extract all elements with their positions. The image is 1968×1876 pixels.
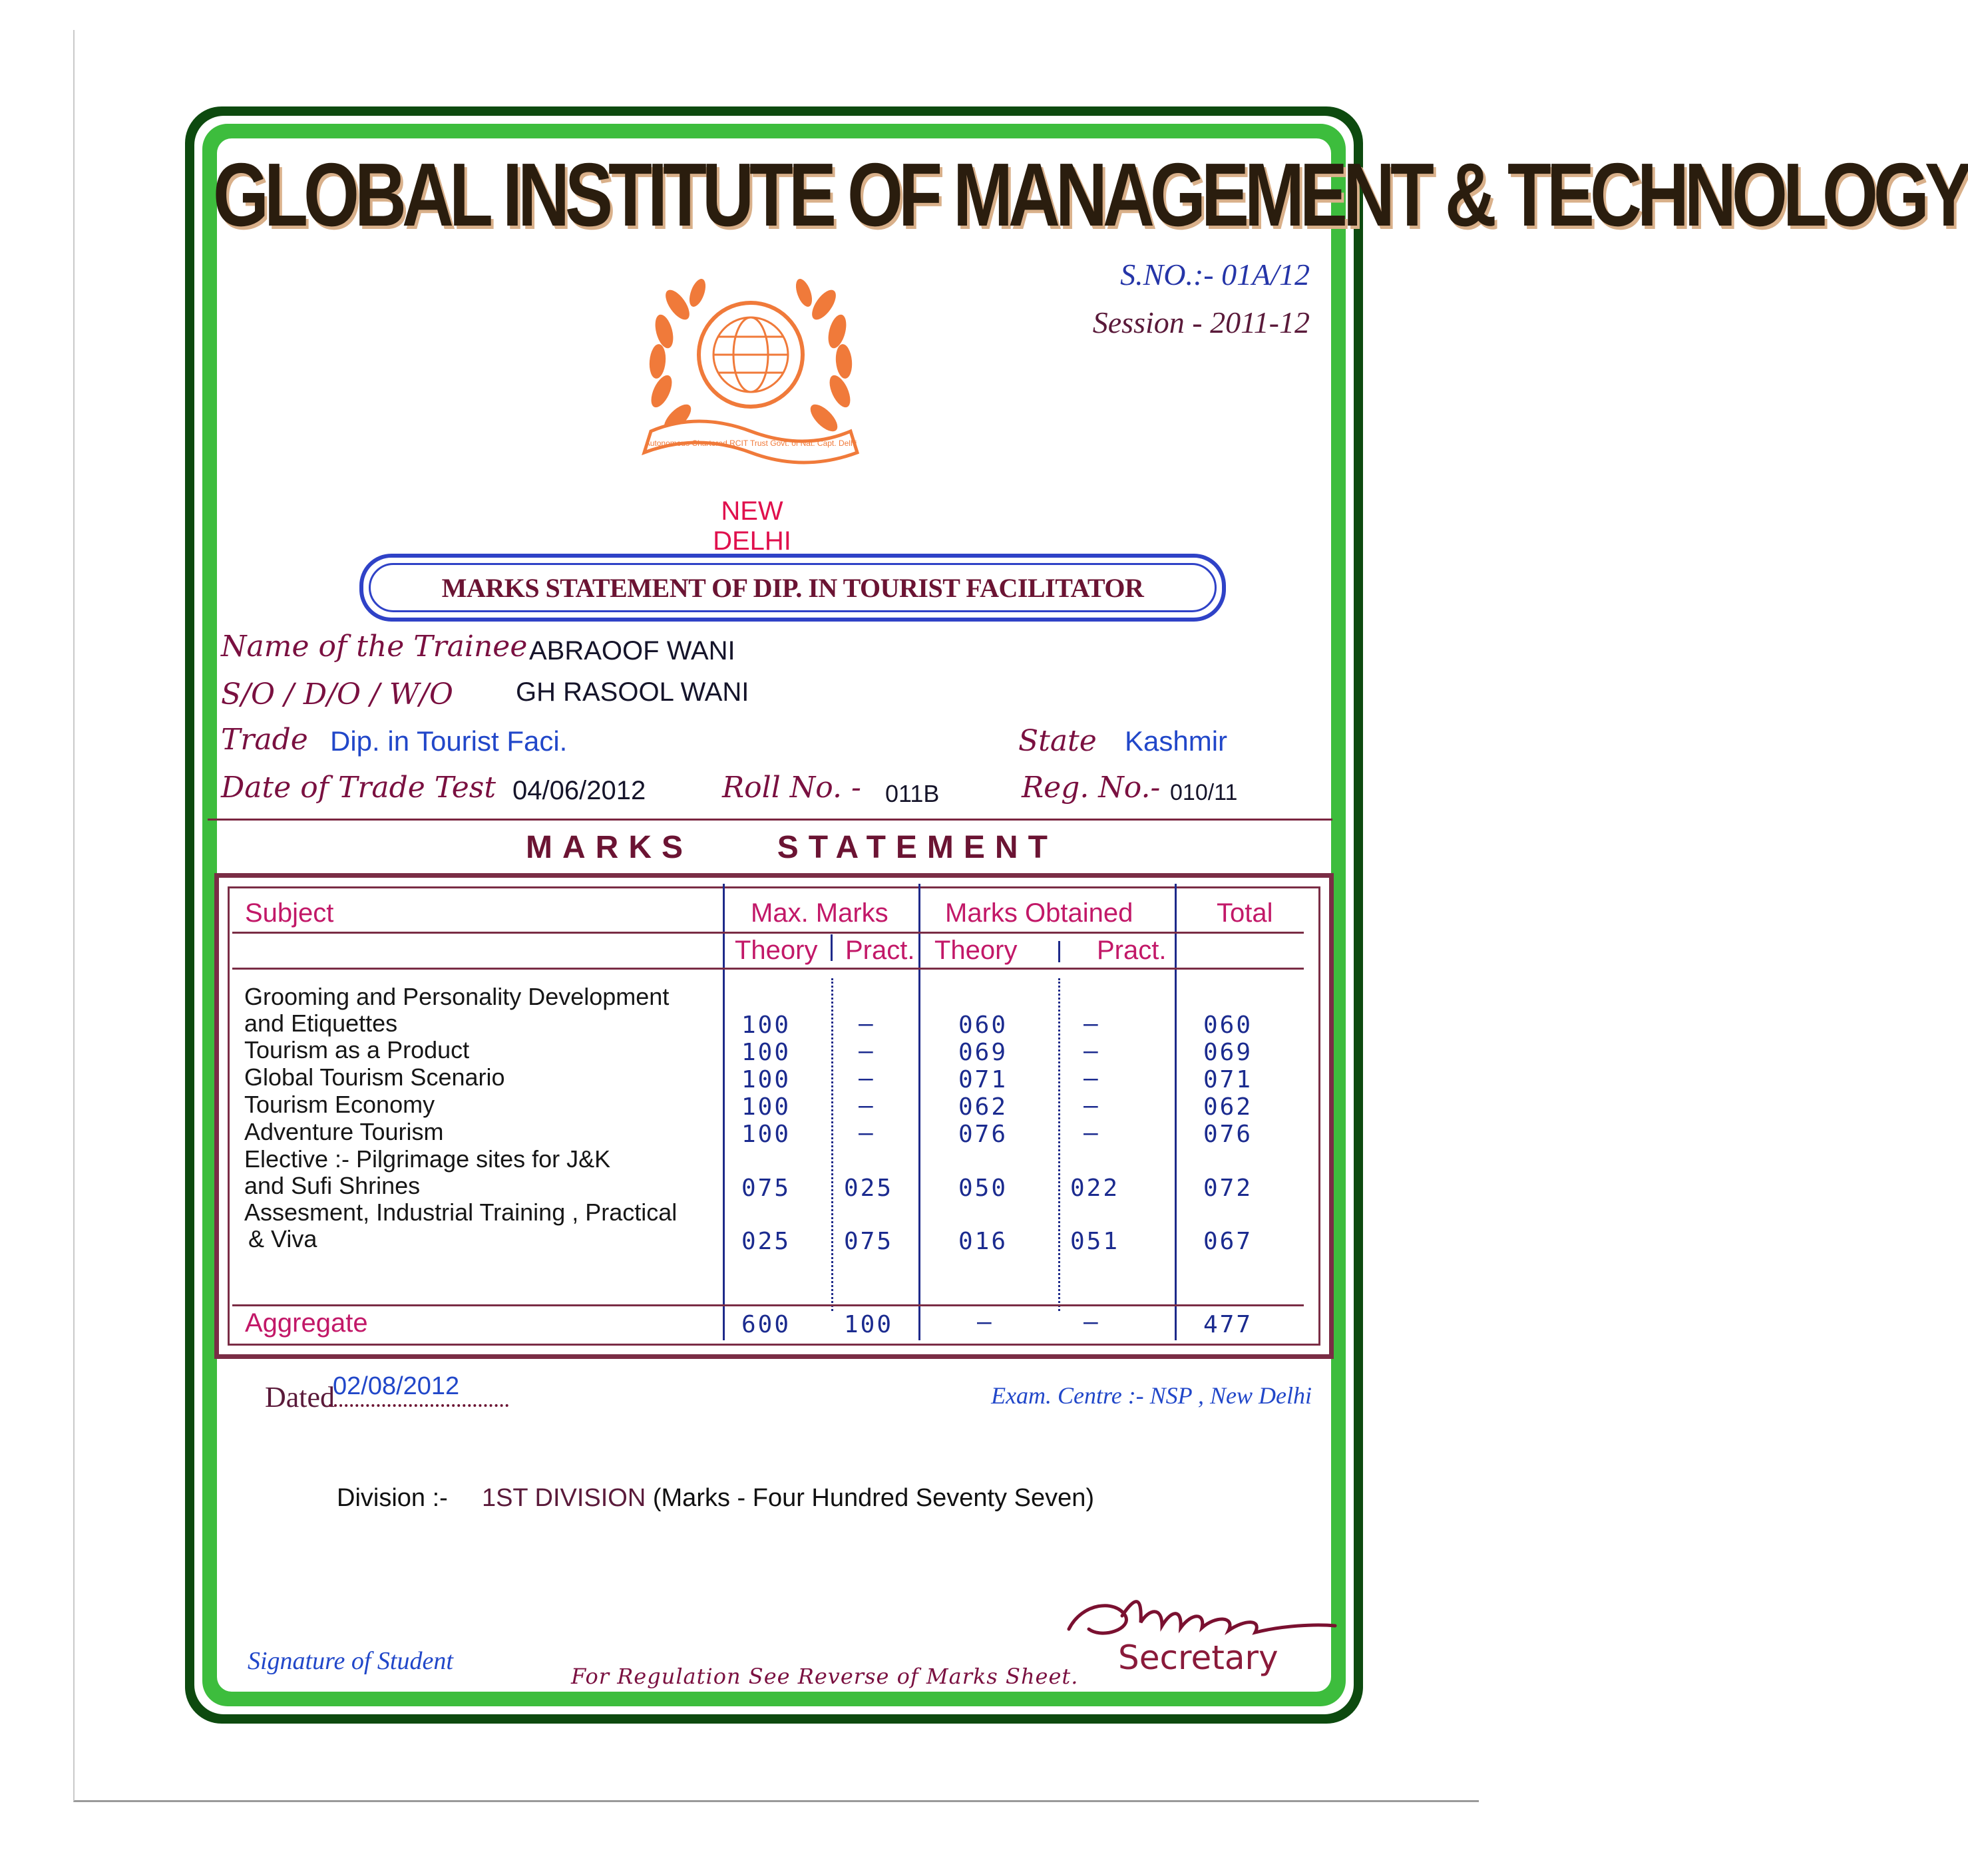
marks-title-left: MARKS [526,830,693,865]
division-label: Division :- [337,1484,448,1512]
trade-label: Trade [221,723,308,757]
institute-city: NEW DELHI [713,496,791,556]
subject-line: Global Tourism Scenario [244,1063,505,1091]
header-subject: Subject [245,898,334,928]
total-cell: 067 [1203,1228,1253,1255]
trade-value: Dip. in Tourist Faci. [330,725,568,757]
title-banner-text: MARKS STATEMENT OF DIP. IN TOURIST FACILITATOR [441,572,1144,603]
max-pract-cell: 075 [844,1228,894,1255]
header-obt-theory: Theory [934,936,1018,965]
obt-pract-cell: — [1083,1010,1098,1037]
header-max-theory: Theory [735,936,818,965]
trainee-name-value: ABRAOOF WANI [529,636,735,665]
column-divider-obt-pract [1058,941,1060,962]
aggregate-rule-top [232,1304,1304,1306]
header-marks-obtained: Marks Obtained [945,898,1133,928]
header-total: Total [1217,898,1273,928]
aggregate-label: Aggregate [245,1308,368,1338]
obt-theory-cell: 016 [958,1228,1008,1255]
max-pract-cell: — [859,1092,873,1119]
header-rule-1 [232,932,1304,934]
dotted-divider-obt [1058,978,1060,1311]
dotted-divider-max [831,978,833,1311]
seal-ribbon-text: Autonomous Chartered RCIT Trust Govt. of Nat. Capt. Delhi [644,439,857,448]
dated-label: Dated [265,1381,335,1413]
header-max-pract: Pract. [845,936,915,965]
obt-theory-cell: 071 [958,1066,1008,1093]
division-value: 1ST DIVISION [481,1484,646,1512]
signature-of-student: Signature of Student [248,1647,453,1675]
division-line [337,1484,1094,1513]
regulation-note: For Regulation See Reverse of Marks Sheet. [571,1664,1079,1689]
secretary-label: Secretary [1118,1638,1279,1677]
subject-line: Assesment, Industrial Training , Practical [244,1199,678,1226]
state-label: State [1018,724,1097,758]
max-pract-cell: — [859,1065,873,1092]
division-marks: (Marks - Four Hundred Seventy Seven) [652,1484,1095,1512]
obt-pract-cell: — [1083,1092,1098,1119]
max-pract-cell: — [859,1037,873,1065]
aggregate-max-theory: 600 [741,1311,791,1338]
section-rule [208,819,1332,821]
total-cell: 072 [1203,1175,1253,1202]
obt-theory-cell: 060 [958,1012,1008,1039]
title-banner [359,554,1226,622]
serial-number: S.NO.:- 01A/12 [1120,258,1310,291]
obt-theory-cell: 069 [958,1039,1008,1066]
aggregate-obt-pract: — [1083,1308,1098,1336]
subject-line: & Viva [248,1225,317,1252]
max-theory-cell: 100 [741,1039,791,1066]
max-pract-cell: 025 [844,1175,894,1202]
total-cell: 069 [1203,1039,1253,1066]
session: Session - 2011-12 [1092,305,1310,339]
reg-no-value: 010/11 [1170,780,1238,805]
institute-title: GLOBAL INSTITUTE OF MANAGEMENT & TECHNOLOGY [213,144,1968,245]
subject-line: Adventure Tourism [244,1118,444,1145]
max-theory-cell: 100 [741,1066,791,1093]
trainee-name-label: Name of the Trainee [221,630,528,663]
max-theory-cell: 100 [741,1012,791,1039]
header-max-marks: Max. Marks [751,898,888,928]
trade-test-date-value: 04/06/2012 [512,776,646,805]
exam-centre: Exam. Centre :- NSP , New Delhi [991,1382,1312,1409]
max-pract-cell: — [859,1010,873,1037]
column-divider-max-pract [831,934,833,961]
obt-pract-cell: — [1083,1037,1098,1065]
marks-statement-title [526,829,1058,866]
header-obt-pract: Pract. [1097,936,1167,965]
obt-pract-cell: — [1083,1065,1098,1092]
total-cell: 071 [1203,1066,1253,1093]
max-theory-cell: 025 [741,1228,791,1255]
total-cell: 076 [1203,1121,1253,1148]
subject-line: and Sufi Shrines [244,1172,421,1199]
trade-test-date-label: Date of Trade Test [221,771,496,805]
column-divider-obtained [918,884,920,1340]
institute-seal-icon [638,265,864,478]
max-theory-cell: 100 [741,1093,791,1121]
column-divider-max [723,884,725,1340]
roll-no-value: 011B [885,780,940,807]
subject-line: Tourism Economy [244,1091,435,1118]
parent-value: GH RASOOL WANI [516,677,749,707]
aggregate-obt-theory: — [977,1308,992,1336]
subject-line: and Etiquettes [244,1010,398,1037]
marks-title-right: STATEMENT [777,830,1058,865]
total-cell: 062 [1203,1093,1253,1121]
subject-line: Grooming and Personality Development [244,983,670,1010]
obt-theory-cell: 050 [958,1175,1008,1202]
obt-pract-cell: 051 [1070,1228,1120,1255]
obt-pract-cell: — [1083,1119,1098,1147]
parent-label: S/O / D/O / W/O [221,677,453,711]
total-cell: 060 [1203,1012,1253,1039]
obt-pract-cell: 022 [1070,1175,1120,1202]
max-pract-cell: — [859,1119,873,1147]
dated-dotted-line [329,1404,508,1407]
dated-value: 02/08/2012 [333,1372,460,1400]
max-theory-cell: 100 [741,1121,791,1148]
header-rule-2 [232,968,1304,970]
max-theory-cell: 075 [741,1175,791,1202]
obt-theory-cell: 076 [958,1121,1008,1148]
aggregate-max-pract: 100 [844,1311,894,1338]
aggregate-total: 477 [1203,1311,1253,1338]
roll-no-label: Roll No. - [722,771,861,805]
subject-line: Elective :- Pilgrimage sites for J&K [244,1145,611,1173]
subject-line: Tourism as a Product [244,1036,470,1063]
state-value: Kashmir [1125,725,1228,757]
column-divider-total [1175,884,1177,1340]
reg-no-label: Reg. No.- [1022,771,1161,805]
obt-theory-cell: 062 [958,1093,1008,1121]
